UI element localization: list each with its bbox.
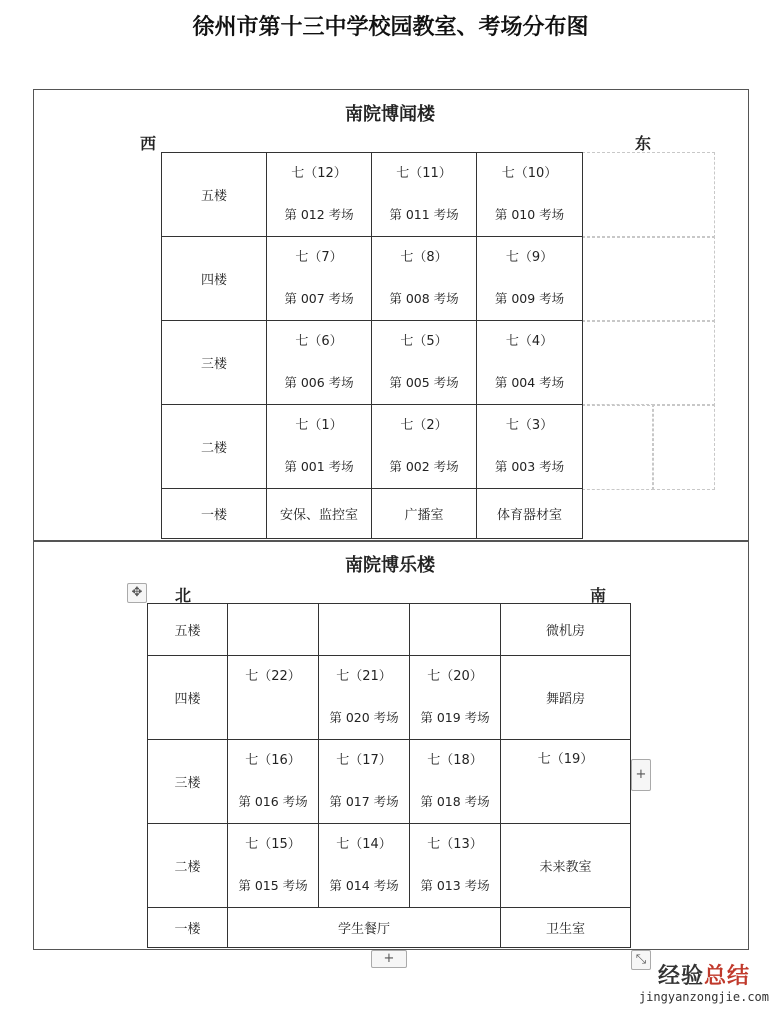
- room-cell: 安保、监控室: [267, 489, 372, 539]
- class-name: 七（17）: [336, 753, 392, 768]
- room-cell: [319, 604, 410, 656]
- add-row-button[interactable]: +: [371, 950, 407, 968]
- ghost-cell: [582, 404, 654, 490]
- room-cell: [410, 740, 501, 824]
- floor-label: 四楼: [162, 237, 267, 321]
- exam-room: 第 019 考场: [420, 710, 490, 725]
- class-name: 七（9）: [505, 250, 554, 265]
- class-name: 七（6）: [295, 334, 343, 349]
- ghost-cell: [582, 152, 715, 238]
- class-name: 七（1）: [295, 418, 343, 433]
- table-row: [148, 740, 631, 824]
- room-cell: 卫生室: [501, 908, 631, 948]
- class-name: 七（14）: [336, 837, 392, 852]
- table-row: [162, 153, 583, 237]
- ghost-cell: [582, 236, 715, 322]
- watermark-url: jingyanzongjie.com: [638, 990, 769, 1004]
- exam-room: 第 015 考场: [238, 878, 308, 893]
- exam-room: 第 017 考场: [329, 794, 399, 809]
- floor-label: 五楼: [148, 604, 228, 656]
- exam-room: 第 002 考场: [389, 459, 459, 474]
- page-title: 徐州市第十三中学校园教室、考场分布图: [192, 14, 589, 40]
- ghost-cell: [582, 320, 715, 406]
- room-cell: [477, 237, 583, 321]
- exam-room: 第 003 考场: [494, 459, 565, 474]
- room-cell: 未来教室: [501, 824, 631, 908]
- bole-table: [147, 603, 631, 948]
- bowen-title: 南院博闻楼: [345, 104, 435, 125]
- class-name: 七（4）: [505, 334, 554, 349]
- table-row: [162, 489, 583, 539]
- class-name: 七（18）: [427, 753, 483, 768]
- floor-label: 三楼: [148, 740, 228, 824]
- class-name: 七（11）: [396, 166, 452, 181]
- exam-room: 第 018 考场: [420, 794, 490, 809]
- floor-label: 一楼: [148, 908, 228, 948]
- exam-room: 第 001 考场: [284, 459, 354, 474]
- room-cell: [410, 604, 501, 656]
- table-row: [162, 405, 583, 489]
- exam-room: 第 004 考场: [494, 375, 565, 390]
- room-cell: [410, 824, 501, 908]
- floor-label: 五楼: [162, 153, 267, 237]
- merged-cell: 学生餐厅: [228, 908, 501, 948]
- table-move-handle[interactable]: ✥: [127, 583, 147, 603]
- room-cell: [228, 656, 319, 740]
- room-cell: 微机房: [501, 604, 631, 656]
- bowen-table: [161, 152, 583, 539]
- exam-room: 第 010 考场: [494, 207, 565, 222]
- class-name: 七（7）: [295, 250, 343, 265]
- exam-room: 第 014 考场: [329, 878, 399, 893]
- class-name: 七（13）: [427, 837, 483, 852]
- class-name: 七（10）: [501, 166, 558, 181]
- bole-title: 南院博乐楼: [345, 555, 435, 576]
- exam-room: 第 005 考场: [389, 375, 459, 390]
- watermark-text-2: 总结: [703, 963, 750, 989]
- add-column-button[interactable]: +: [631, 759, 651, 791]
- room-cell: [228, 604, 319, 656]
- table-row: [148, 824, 631, 908]
- room-cell: 广播室: [372, 489, 477, 539]
- room-cell: [477, 153, 583, 237]
- class-name: 七（8）: [400, 250, 448, 265]
- exam-room: 第 013 考场: [420, 878, 490, 893]
- class-name: 七（19）: [537, 752, 594, 767]
- table-row: [162, 237, 583, 321]
- exam-room: 第 012 考场: [284, 207, 354, 222]
- exam-room: 第 020 考场: [329, 710, 399, 725]
- ghost-cell: [652, 404, 715, 490]
- exam-room: 第 009 考场: [494, 291, 565, 306]
- class-name: 七（5）: [400, 334, 448, 349]
- class-name: 七（20）: [427, 669, 483, 684]
- floor-label: 一楼: [162, 489, 267, 539]
- room-cell: [372, 321, 477, 405]
- class-name: 七（16）: [245, 753, 301, 768]
- room-cell: [319, 824, 410, 908]
- class-name: 七（15）: [245, 837, 301, 852]
- west-label: 西: [140, 134, 157, 153]
- class-name: 七（3）: [505, 418, 554, 433]
- room-cell: [372, 405, 477, 489]
- room-cell: [319, 656, 410, 740]
- class-name: 七（21）: [336, 669, 392, 684]
- class-name: 七（12）: [291, 166, 347, 181]
- room-cell: [501, 740, 631, 824]
- room-cell: [267, 405, 372, 489]
- class-name: 七（2）: [400, 418, 448, 433]
- exam-room: 第 008 考场: [389, 291, 459, 306]
- room-cell: [228, 740, 319, 824]
- class-name: 七（22）: [245, 669, 301, 684]
- table-resize-handle[interactable]: ⤡: [631, 950, 651, 970]
- east-label: 东: [635, 134, 652, 153]
- exam-room: 第 011 考场: [389, 207, 459, 222]
- room-cell: [372, 237, 477, 321]
- floor-label: 二楼: [162, 405, 267, 489]
- table-row: [148, 656, 631, 740]
- room-cell: 舞蹈房: [501, 656, 631, 740]
- table-row: [148, 908, 631, 948]
- room-cell: 体育器材室: [477, 489, 583, 539]
- exam-room: 第 007 考场: [284, 291, 354, 306]
- watermark-text-1: 经验: [657, 963, 704, 989]
- room-cell: [267, 153, 372, 237]
- room-cell: [477, 405, 583, 489]
- room-cell: [319, 740, 410, 824]
- floor-label: 三楼: [162, 321, 267, 405]
- room-cell: [410, 656, 501, 740]
- room-cell: [228, 824, 319, 908]
- floor-label: 四楼: [148, 656, 228, 740]
- exam-room: 第 016 考场: [238, 794, 308, 809]
- south-label: 南: [590, 586, 607, 605]
- table-row: [148, 604, 631, 656]
- room-cell: [372, 153, 477, 237]
- exam-room: 第 006 考场: [284, 375, 354, 390]
- room-cell: [477, 321, 583, 405]
- north-label: 北: [175, 586, 192, 605]
- room-cell: [267, 237, 372, 321]
- table-row: [162, 321, 583, 405]
- floor-label: 二楼: [148, 824, 228, 908]
- exam-room: [228, 708, 318, 728]
- watermark: [639, 959, 769, 1004]
- room-cell: [267, 321, 372, 405]
